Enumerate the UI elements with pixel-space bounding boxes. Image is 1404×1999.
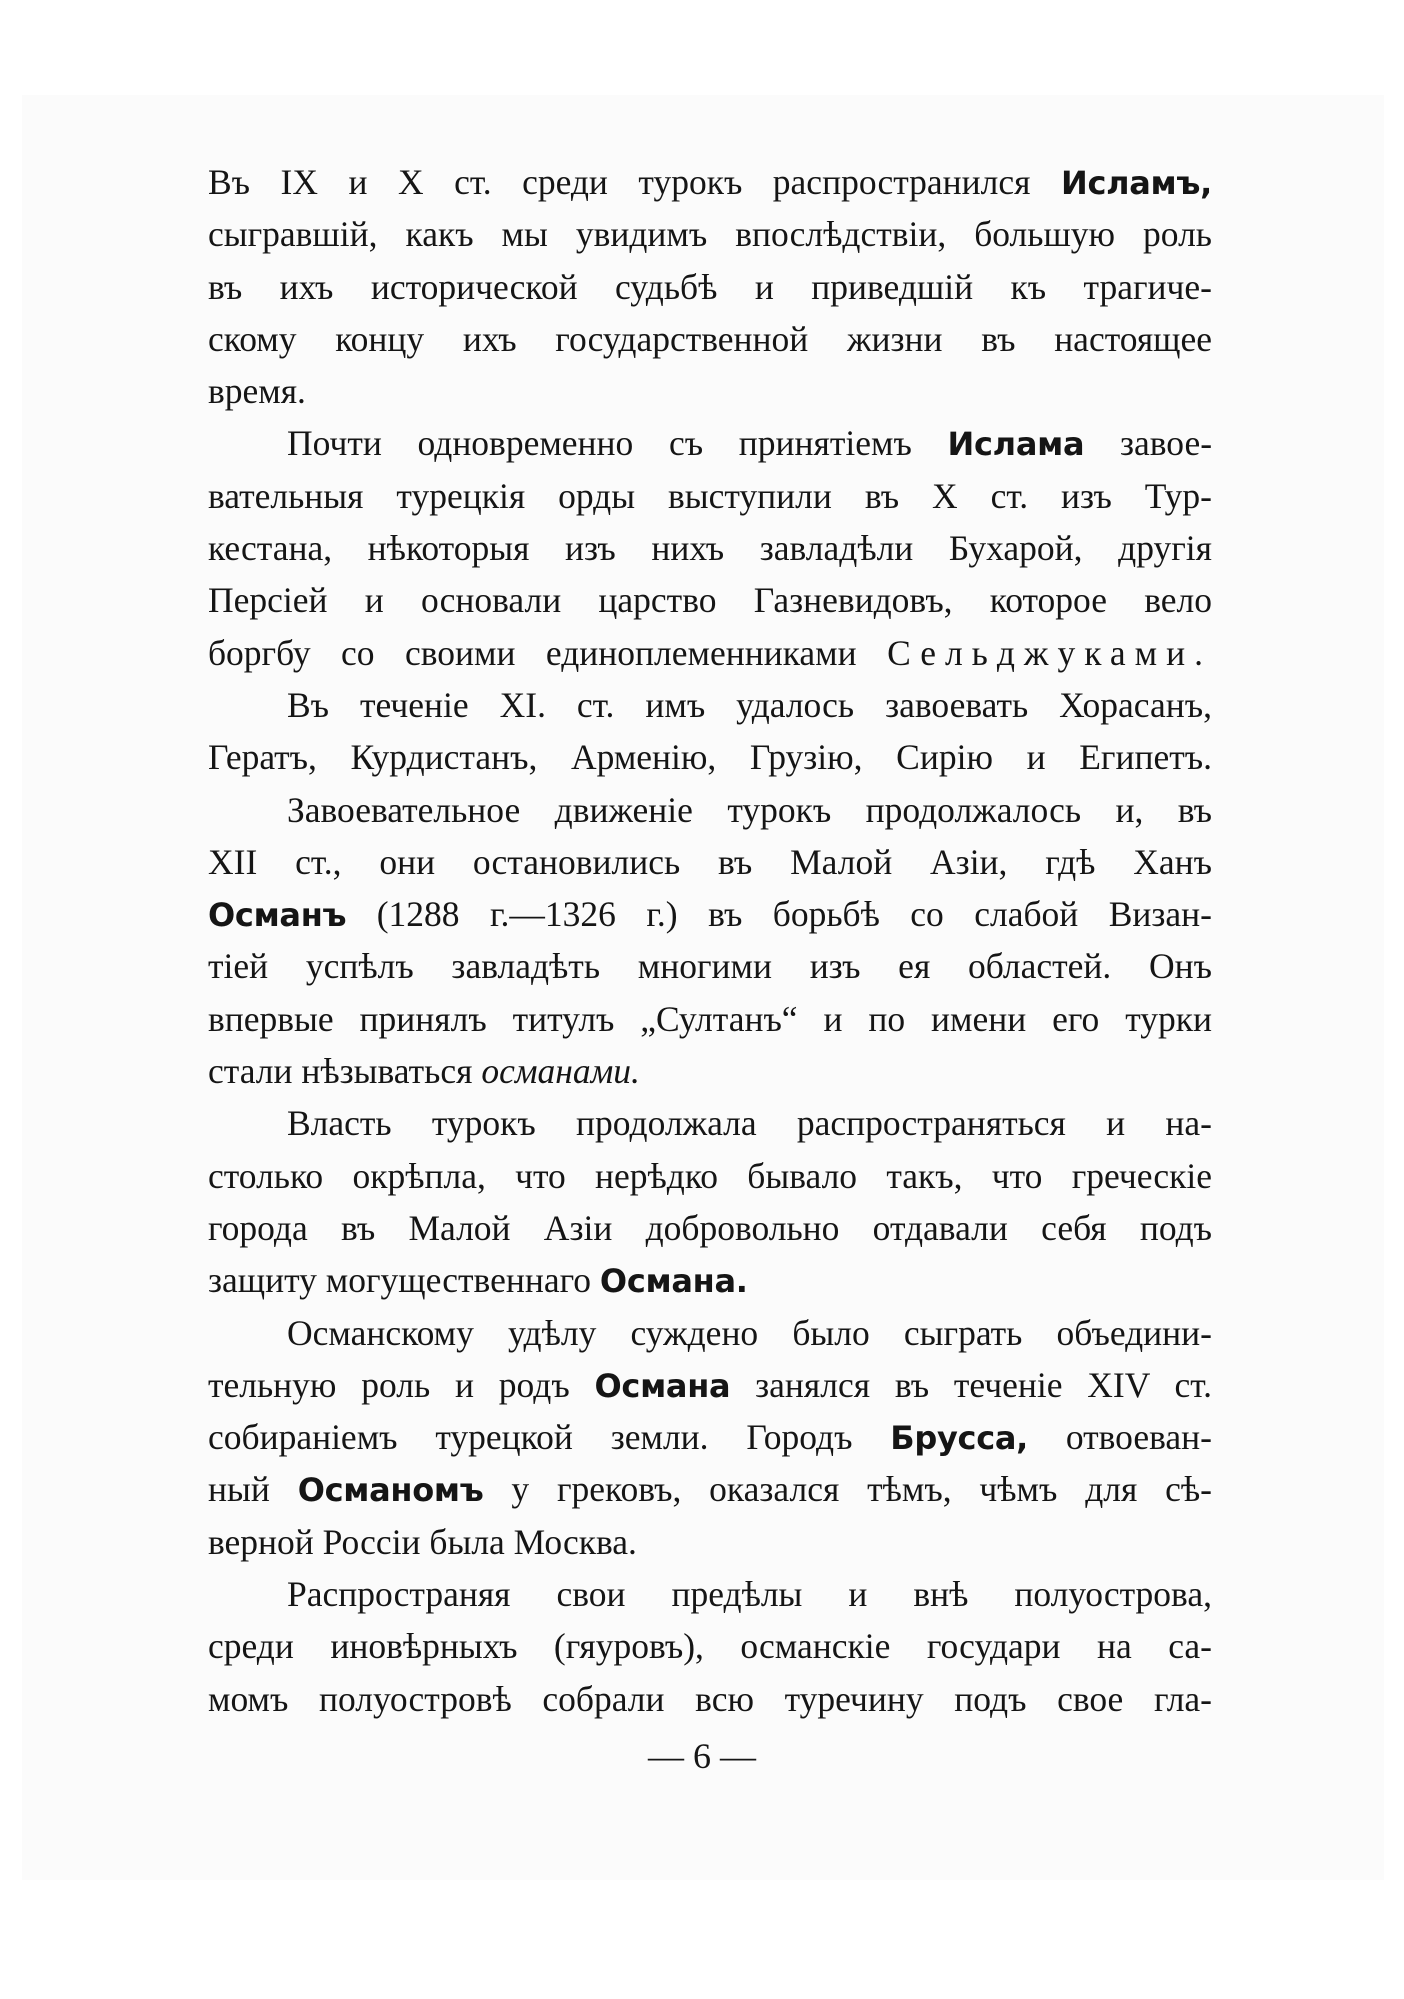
text-line: столько окрѣпла, что нерѣдко бывало такъ, что греческіе: [208, 1155, 1212, 1196]
bold-term: Османа: [594, 1366, 731, 1405]
spaced-term: Сельджуками.: [887, 632, 1212, 673]
body-text: [208, 156, 1212, 1725]
text-line: сыгравшій, какъ мы увидимъ впослѣдствіи, большую роль: [208, 214, 1212, 255]
bold-term: Ислама: [947, 425, 1085, 464]
text-line: города въ Малой Азіи добровольно отдавали себя подъ: [208, 1207, 1212, 1248]
text-run: защиту могущественнаго: [208, 1260, 592, 1301]
text-run: отвоеван-: [1065, 1417, 1212, 1458]
text-line: [208, 1254, 1212, 1306]
text-run: (1288 г.—1326 г.) въ борьбѣ со слабой Визан-: [376, 894, 1213, 935]
paragraph-5: [208, 1097, 1212, 1306]
bold-term: Османъ: [208, 896, 347, 935]
paragraph-2: [208, 417, 1212, 678]
text-line: тіей успѣлъ завладѣть многими изъ ея областей. Онъ: [208, 946, 1212, 987]
text-run: собираніемъ турецкой земли. Городъ: [208, 1417, 853, 1458]
paragraph-4: [208, 784, 1212, 1098]
text-line: момъ полуостровѣ собрали всю туречину подъ свое гла-: [208, 1678, 1212, 1719]
bold-term: Бруcса,: [890, 1419, 1029, 1458]
text-line: [208, 1411, 1212, 1463]
text-line: Распространяя свои предѣлы и внѣ полуострова,: [287, 1574, 1212, 1615]
text-line: [208, 1359, 1212, 1411]
text-line: [208, 156, 1212, 208]
text-line: [208, 1463, 1212, 1515]
text-line: XII ст., они остановились въ Малой Азіи, гдѣ Ханъ: [208, 841, 1212, 882]
page-number: — 6 —: [648, 1736, 756, 1776]
paragraph-3: [208, 679, 1212, 784]
text-run: стали нѣзываться: [208, 1051, 473, 1092]
text-run: тельную роль и родъ: [208, 1364, 570, 1405]
text-line: вательныя турецкія орды выступили въ Х ст. изъ Тур-: [208, 475, 1212, 516]
italic-term: османами.: [481, 1051, 640, 1092]
bold-term: Османа.: [599, 1262, 748, 1301]
text-line: Османскому удѣлу суждено было сыграть объедини-: [287, 1312, 1212, 1353]
text-run: занялся въ теченіе XIV ст.: [755, 1364, 1213, 1405]
text-line: скому концу ихъ государственной жизни въ настоящее: [208, 318, 1212, 359]
text-run: завое-: [1119, 423, 1213, 464]
text-line: впервые принялъ титулъ „Султанъ“ и по имени его турки: [208, 998, 1212, 1039]
text-line: кестана, нѣкоторыя изъ нихъ завладѣли Бухарой, другія: [208, 528, 1212, 569]
text-line: [208, 1045, 1212, 1097]
text-line: въ ихъ исторической судьбѣ и приведшій къ трагиче-: [208, 266, 1212, 307]
paragraph-6: [208, 1307, 1212, 1568]
text-run: Въ IX и Х ст. среди турокъ распространился: [208, 162, 1031, 202]
text-line: верной Россіи была Москва.: [208, 1521, 637, 1562]
text-line: Власть турокъ продолжала распространяться и на-: [287, 1103, 1212, 1144]
text-line: [208, 888, 1212, 940]
text-line: Персіей и основали царство Газневидовъ, которое вело: [208, 580, 1212, 621]
text-run: боргбу со своими единоплеменниками: [208, 632, 857, 673]
text-line: Завоевательное движеніе турокъ продолжалось и, въ: [287, 789, 1212, 830]
text-line: время.: [208, 371, 306, 412]
paragraph-1: [208, 156, 1212, 417]
bold-term: Исламъ,: [1060, 164, 1213, 202]
paragraph-7: [208, 1568, 1212, 1725]
text-line: среди иновѣрныхъ (гяуровъ), османскіе государи на са-: [208, 1626, 1212, 1667]
text-run: Почти одновременно съ принятіемъ: [287, 423, 912, 464]
bold-term: Османомъ: [297, 1471, 484, 1510]
text-run: ный: [208, 1469, 270, 1510]
text-line: Гератъ, Курдистанъ, Арменію, Грузію, Сирію и Египетъ.: [208, 737, 1212, 778]
text-line: [208, 627, 1212, 679]
text-line: [208, 417, 1212, 469]
text-run: у грековъ, оказался тѣмъ, чѣмъ для сѣ-: [511, 1469, 1213, 1510]
text-line: Въ теченіе XI. ст. имъ удалось завоевать Хорасанъ,: [287, 684, 1212, 725]
